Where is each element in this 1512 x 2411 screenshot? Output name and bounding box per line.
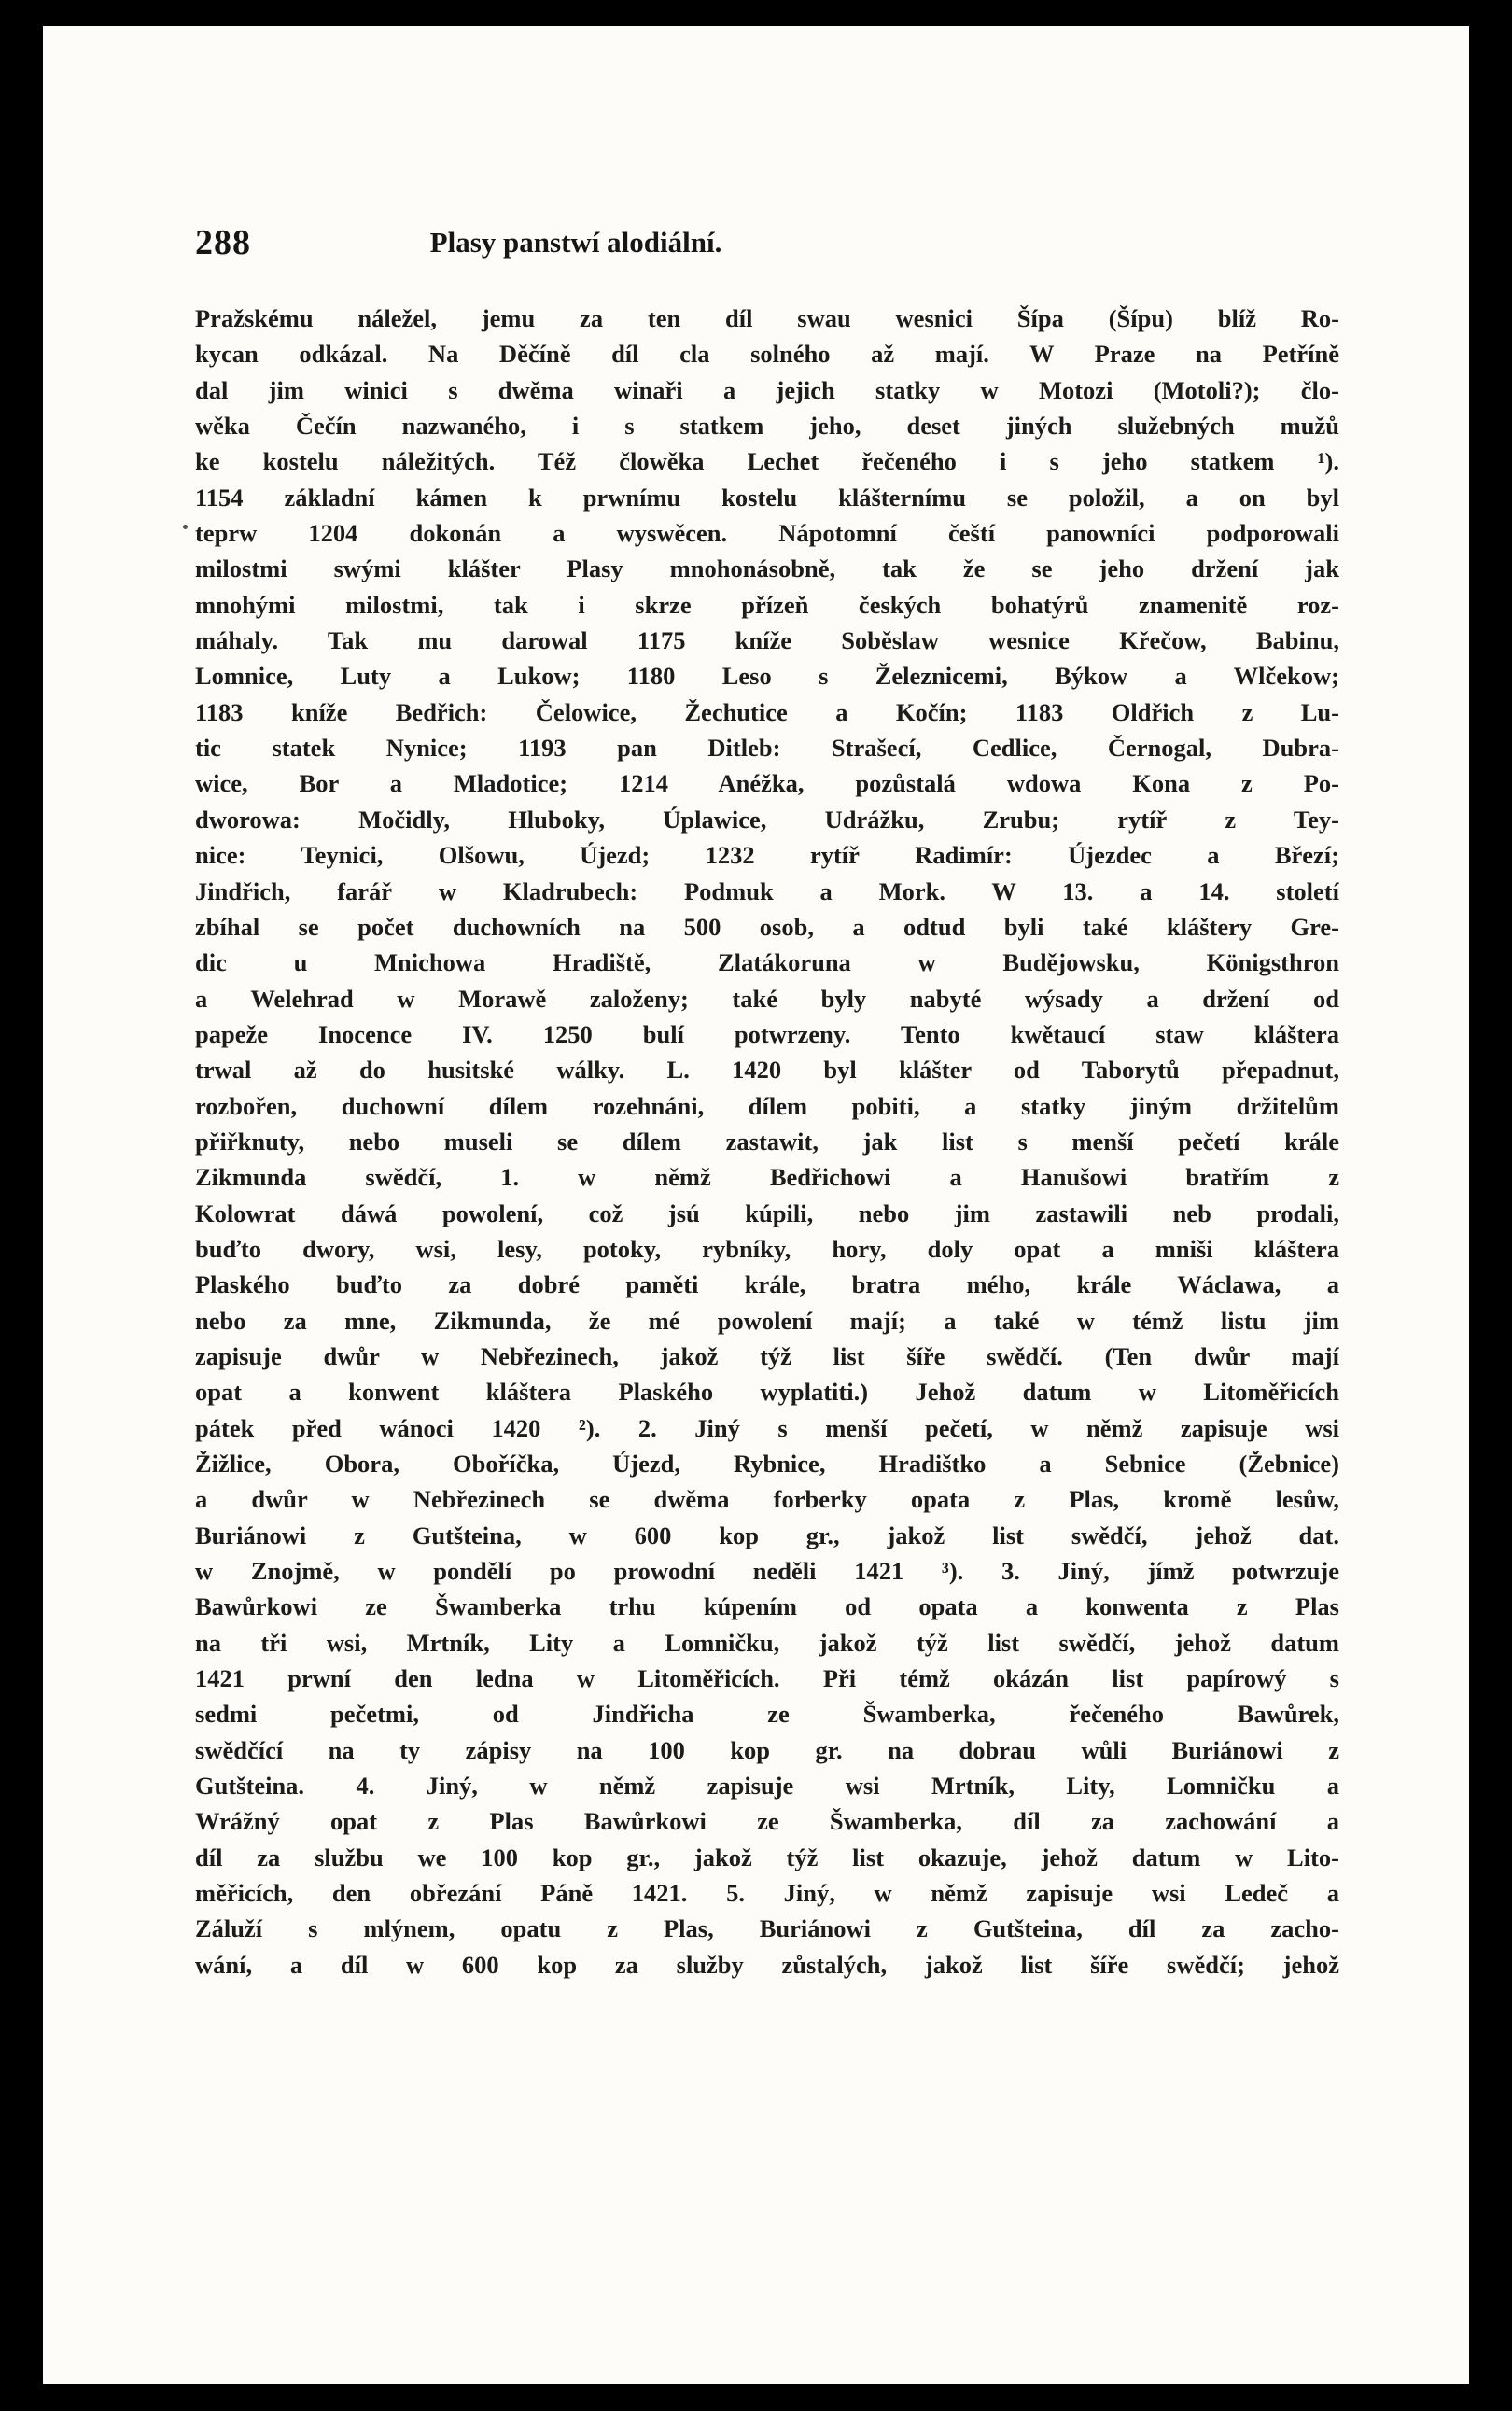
- text-line: Plaského buďto za dobré paměti krále, bratra mého, krále Wáclawa, a: [195, 1270, 1339, 1299]
- text-line: měřicích, den obřezání Páně 1421. 5. Jiný, w němž zapisuje wsi Ledeč a: [195, 1879, 1339, 1908]
- text-line: Lomnice, Luty a Lukow; 1180 Leso s Železnicemi, Býkow a Wlčekow;: [195, 662, 1339, 691]
- text-line: wice, Bor a Mladotice; 1214 Anéžka, pozůstalá wdowa Kona z Po-: [195, 769, 1339, 798]
- text-line: 1154 základní kámen k prwnímu kostelu klášternímu se položil, a on byl: [195, 483, 1339, 512]
- text-line: Zikmunda swědčí, 1. w němž Bedřichowi a Hanušowi bratřím z: [195, 1163, 1339, 1192]
- text-line: Kolowrat dáwá powolení, což jsú kúpili, nebo jim zastawili neb prodali,: [195, 1198, 1339, 1227]
- text-line: nebo za mne, Zikmunda, že mé powolení mají; a také w témž listu jim: [195, 1306, 1339, 1335]
- text-line: ke kostelu náležitých. Též člowěka Lechet řečeného i s jeho statkem ¹).: [195, 447, 1339, 476]
- text-line: kycan odkázal. Na Děčíně díl cla solného až mají. W Praze na Petříně: [195, 340, 1339, 369]
- text-line: Žižlice, Obora, Oboříčka, Újezd, Rybnice, Hradištko a Sebnice (Žebnice): [195, 1450, 1339, 1478]
- text-line: a dwůr w Nebřezinech se dwěma forberky opata z Plas, kromě lesůw,: [195, 1485, 1339, 1514]
- text-line: nice: Teynici, Olšowu, Újezd; 1232 rytíř Radimír: Újezdec a Březí;: [195, 841, 1339, 870]
- page-header: [195, 213, 957, 269]
- body-text: [195, 301, 1339, 1983]
- text-line: díl za službu we 100 kop gr., jakož týž list okazuje, jehož datum w Lito-: [195, 1843, 1339, 1871]
- text-line: dal jim winici s dwěma winaři a jejich statky w Motozi (Motoli?); člo-: [195, 375, 1339, 404]
- text-line: Bawůrkowi ze Šwamberka trhu kúpením od opata a konwenta z Plas: [195, 1592, 1339, 1621]
- text-line: na tři wsi, Mrtník, Lity a Lomničku, jakož týž list swědčí, jehož datum: [195, 1628, 1339, 1657]
- running-head: Plasy panstwí alodiální.: [429, 226, 722, 259]
- text-line: trwal až do husitské wálky. L. 1420 byl klášter od Taborytů přepadnut,: [195, 1056, 1339, 1085]
- margin-dot: [183, 525, 188, 529]
- text-line: přiřknuty, nebo museli se dílem zastawit, jak list s menší pečetí krále: [195, 1127, 1339, 1156]
- text-line: sedmi pečetmi, od Jindřicha ze Šwamberka, řečeného Bawůrek,: [195, 1700, 1339, 1729]
- text-line: Jindřich, farář w Kladrubech: Podmuk a Mork. W 13. a 14. století: [195, 876, 1339, 905]
- text-line: teprw 1204 dokonán a wyswěcen. Nápotomní čeští panowníci podporowali: [195, 519, 1339, 548]
- text-line: dic u Mnichowa Hradiště, Zlatákoruna w Budějowsku, Königsthron: [195, 948, 1339, 977]
- text-line: swědčící na ty zápisy na 100 kop gr. na dobrau wůli Buriánowi z: [195, 1735, 1339, 1764]
- text-line: milostmi swými klášter Plasy mnohonásobně, tak že se jeho držení jak: [195, 554, 1339, 583]
- text-line: buďto dwory, wsi, lesy, potoky, rybníky, hory, doly opat a mniši kláštera: [195, 1234, 1339, 1263]
- page-number: 288: [195, 223, 251, 262]
- text-line: 1421 prwní den ledna w Litoměřicích. Při témž okázán list papírowý s: [195, 1664, 1339, 1693]
- text-line: w Znojmě, w pondělí po prowodní neděli 1421 ³). 3. Jiný, jímž potwrzuje: [195, 1557, 1339, 1586]
- text-line: máhaly. Tak mu darowal 1175 kníže Soběslaw wesnice Křečow, Babinu,: [195, 626, 1339, 655]
- text-line: Wrážný opat z Plas Bawůrkowi ze Šwamberka, díl za zachowání a: [195, 1807, 1339, 1836]
- text-line: wěka Čečín nazwaného, i s statkem jeho, deset jiných služebných mužů: [195, 412, 1339, 441]
- text-line: Pražskému náležel, jemu za ten díl swau wesnici Šípa (Šípu) blíž Ro-: [195, 304, 1339, 332]
- text-line: pátek před wánoci 1420 ²). 2. Jiný s menší pečetí, w němž zapisuje wsi: [195, 1413, 1339, 1442]
- text-line: Buriánowi z Gutšteina, w 600 kop gr., jakož list swědčí, jehož dat.: [195, 1521, 1339, 1549]
- text-line: zapisuje dwůr w Nebřezinech, jakož týž list šíře swědčí. (Ten dwůr mají: [195, 1341, 1339, 1370]
- text-line: rozbořen, duchowní dílem rozehnáni, dílem pobiti, a statky jiným držitelům: [195, 1091, 1339, 1120]
- text-line: 1183 kníže Bedřich: Čelowice, Žechutice a Kočín; 1183 Oldřich z Lu-: [195, 697, 1339, 726]
- text-line: Záluží s mlýnem, opatu z Plas, Buriánowi z Gutšteina, díl za zacho-: [195, 1914, 1339, 1943]
- text-line: Gutšteina. 4. Jiný, w němž zapisuje wsi Mrtník, Lity, Lomničku a: [195, 1772, 1339, 1801]
- text-line: dworowa: Močidly, Hluboky, Úplawice, Udrážku, Zrubu; rytíř z Tey-: [195, 805, 1339, 834]
- text-line: a Welehrad w Morawě založeny; také byly nabyté wýsady a držení od: [195, 984, 1339, 1013]
- text-line: zbíhal se počet duchowních na 500 osob, a odtud byli také kláštery Gre-: [195, 912, 1339, 941]
- text-line: mnohými milostmi, tak i skrze přízeň českých bohatýrů znamenitě roz-: [195, 590, 1339, 619]
- text-line: opat a konwent kláštera Plaského wyplatiti.) Jehož datum w Litoměřicích: [195, 1378, 1339, 1407]
- text-line: tic statek Nynice; 1193 pan Ditleb: Strašecí, Cedlice, Černogal, Dubra-: [195, 734, 1339, 763]
- text-line: papeže Inocence IV. 1250 bulí potwrzeny. Tento kwětaucí staw kláštera: [195, 1019, 1339, 1048]
- text-line: wání, a díl w 600 kop za služby zůstalých, jakož list šíře swědčí; jehož: [195, 1950, 1339, 1979]
